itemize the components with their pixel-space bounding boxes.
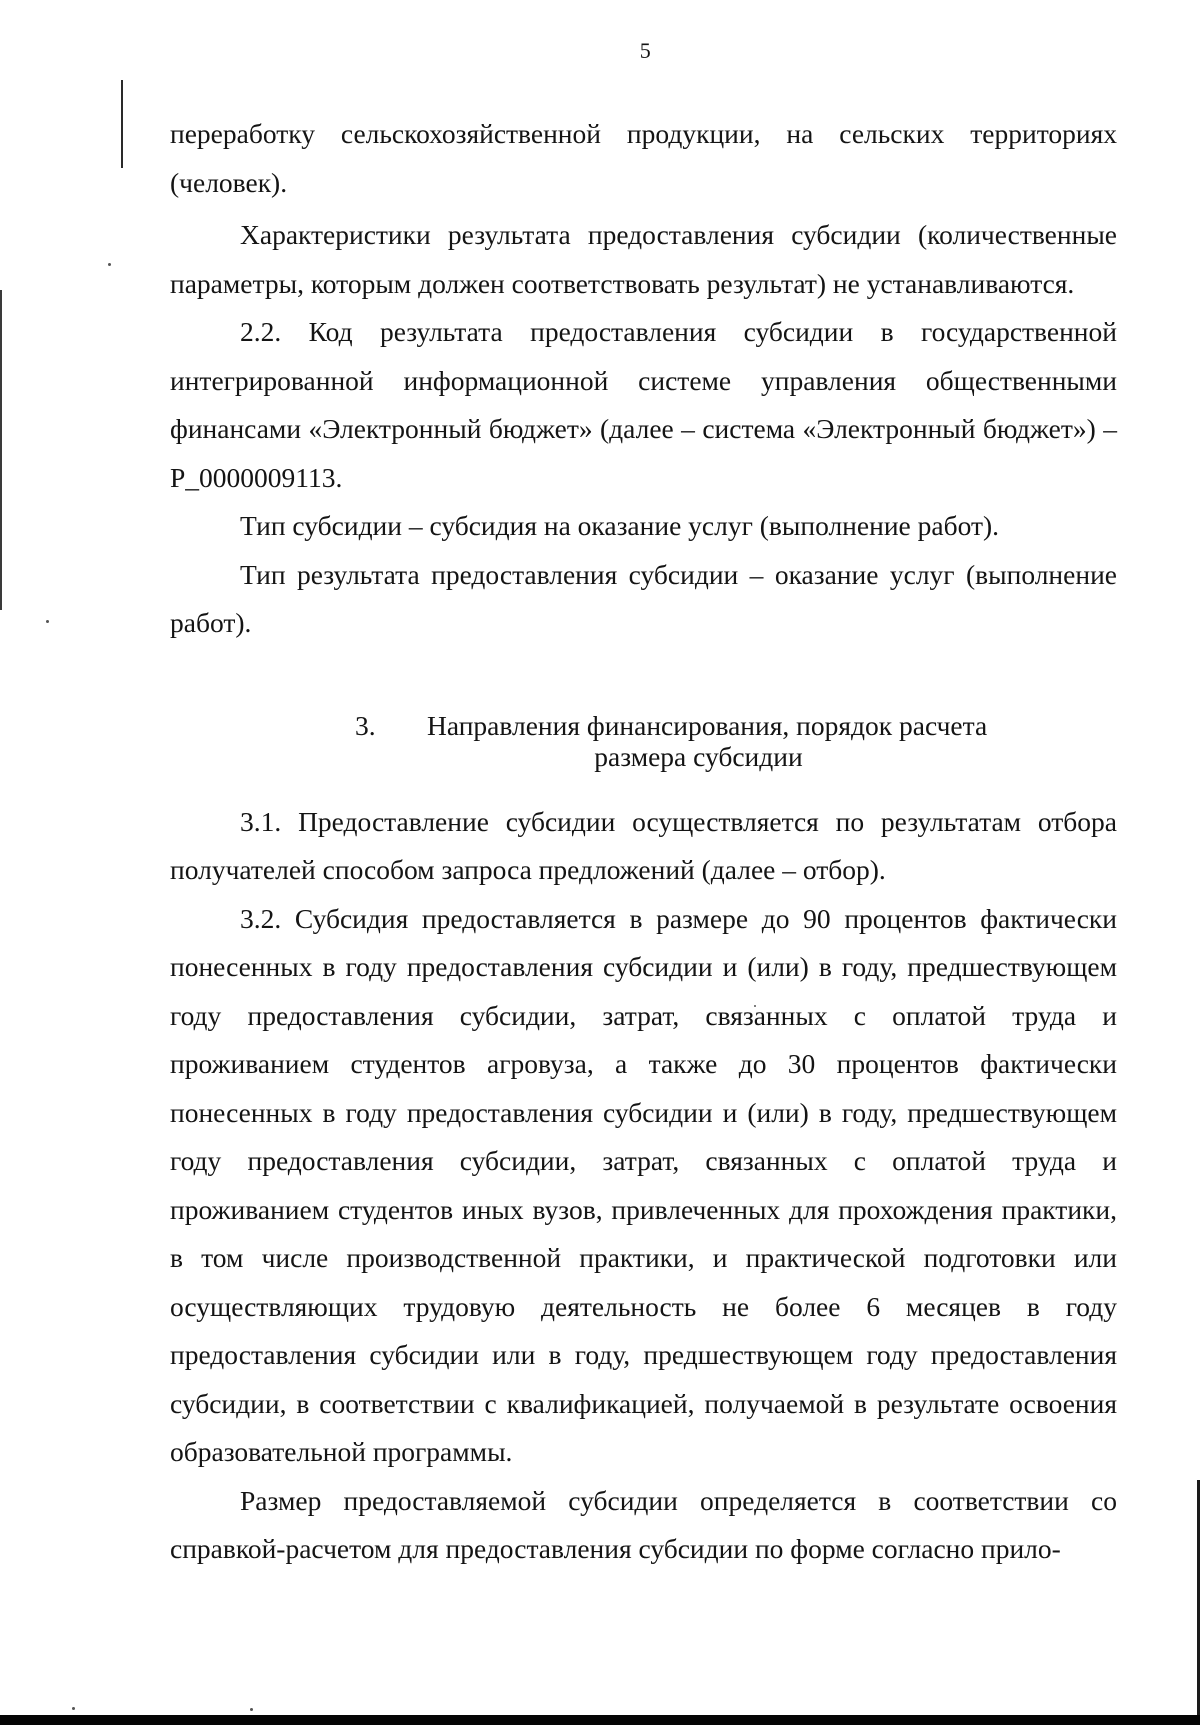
paragraph-subsidy-size: Размер предоставляемой субсидии определяется в соответствии со справкой-расчетом для предоставления субсидии по форме согласно прило- (170, 1484, 1117, 1564)
scan-speck (250, 1708, 253, 1711)
scan-artifact-line (121, 80, 123, 168)
scan-speck (72, 1707, 75, 1710)
scan-artifact-edge-left (0, 290, 2, 610)
paragraph-result-type: Тип результата предоставления субсидии – оказание услуг (выполнение работ). (170, 558, 1117, 638)
section-title-line1: Направления финансирования, порядок расчета (427, 709, 988, 741)
paragraph-continuation: переработку сельскохозяйственной продукции, на сельских территориях (человек). (170, 118, 1117, 198)
paragraph-3-1: 3.1. Предоставление субсидии осуществляется по результатам отбора получателей способом запроса предложений (далее – отбор). (170, 805, 1117, 885)
paragraph-subsidy-type: Тип субсидии – субсидия на оказание услуг (выполнение работ). (240, 510, 1000, 541)
document-body (170, 110, 1117, 1574)
paragraph-2-2-result-code: 2.2. Код результата предоставления субсидии в государственной интегрированной информационной системе управления общественными финансами «Электронный бюджет» (далее – система «Электронный бюджет») – P_0000009113. (170, 316, 1117, 493)
section-number: 3. (355, 709, 376, 741)
page-number: 5 (639, 38, 652, 63)
paragraph-3-2: 3.2. Субсидия предоставляется в размере до 90 процентов фактически понесенных в году предоставления субсидии и (или) в году, предшествующем году предоставления субсидии, затрат, связанных с оплатой труда и проживанием студентов агровуза, а также до 30 процентов фактически понесенных в году предоставления субсидии и (или) в году, предшествующем году предоставления субсидии, затрат, связанных с оплатой труда и проживанием студентов иных вузов, привлеченных для прохождения практики, в том числе производственной практики, и практической подготовки или осуществляющих трудовую деятельность не более 6 месяцев в году предоставления субсидии или в году, предшествующем году предоставления субсидии, в соответствии с квалификацией, получаемой в результате освоения образовательной программы. (170, 902, 1117, 1467)
scan-speck (46, 620, 49, 623)
scan-artifact-bottom-bar (0, 1715, 1200, 1725)
paragraph-result-characteristics: Характеристики результата предоставления субсидии (количественные параметры, которым должен соответствовать результат) не устанавливаются. (170, 219, 1117, 299)
section-heading (170, 710, 1117, 772)
scan-speck (108, 263, 111, 266)
section-title-line2: размера субсидии (594, 740, 803, 772)
